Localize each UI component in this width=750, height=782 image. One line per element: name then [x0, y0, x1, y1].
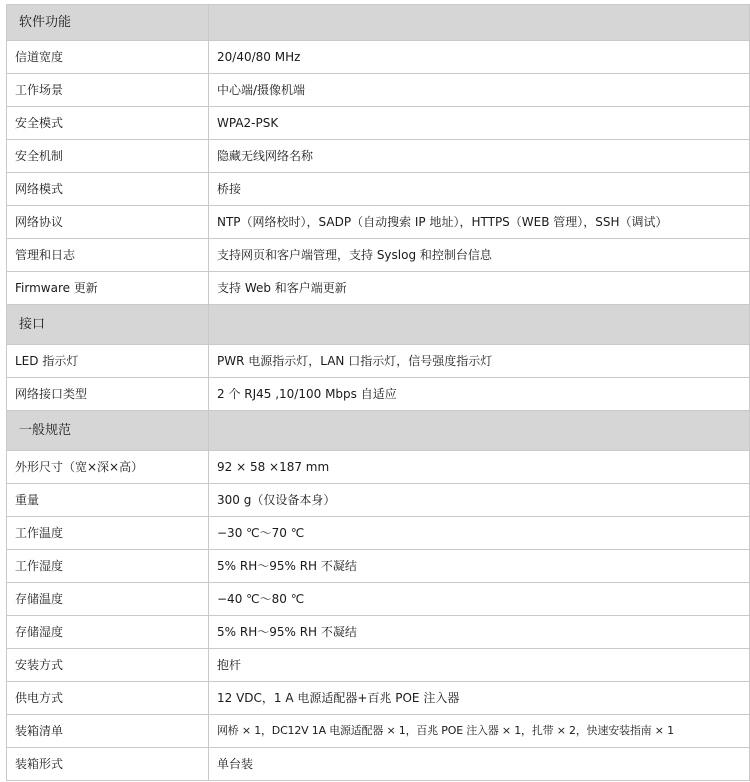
spec-key: 外形尺寸（宽×深×高）: [7, 451, 209, 484]
spec-key: 供电方式: [7, 682, 209, 715]
table-row: [7, 748, 750, 781]
spec-value: WPA2-PSK: [209, 107, 750, 140]
spec-value: −40 ℃～80 ℃: [209, 583, 750, 616]
table-row: [7, 140, 750, 173]
spec-value: 2 个 RJ45 ,10/100 Mbps 自适应: [209, 378, 750, 411]
table-row: [7, 682, 750, 715]
spec-value: 隐藏无线网络名称: [209, 140, 750, 173]
spec-table-container: [6, 4, 740, 781]
table-row: [7, 378, 750, 411]
section-title: 接口: [7, 305, 209, 345]
section-header-general: [7, 411, 750, 451]
table-row: [7, 715, 750, 748]
spec-key: 装箱形式: [7, 748, 209, 781]
spec-value: NTP（网络校时），SADP（自动搜索 IP 地址），HTTPS（WEB 管理），SSH（调试）: [209, 206, 750, 239]
table-row: [7, 272, 750, 305]
spec-value: 支持 Web 和客户端更新: [209, 272, 750, 305]
table-row: [7, 451, 750, 484]
spec-key: 安全机制: [7, 140, 209, 173]
table-row: [7, 583, 750, 616]
spec-value: 支持网页和客户端管理，支持 Syslog 和控制台信息: [209, 239, 750, 272]
section-header-interface: [7, 305, 750, 345]
spec-value: 单台装: [209, 748, 750, 781]
spec-key: 装箱清单: [7, 715, 209, 748]
spec-key: 存储湿度: [7, 616, 209, 649]
spec-value: 5% RH～95% RH 不凝结: [209, 550, 750, 583]
section-title: 一般规范: [7, 411, 209, 451]
table-row: [7, 616, 750, 649]
spec-value: 300 g（仅设备本身）: [209, 484, 750, 517]
table-row: [7, 345, 750, 378]
table-row: [7, 484, 750, 517]
table-row: [7, 107, 750, 140]
spec-value: 5% RH～95% RH 不凝结: [209, 616, 750, 649]
spec-value: 中心端/摄像机端: [209, 74, 750, 107]
section-title: 软件功能: [7, 5, 209, 41]
spec-key: 工作湿度: [7, 550, 209, 583]
table-row: [7, 41, 750, 74]
spec-key: 重量: [7, 484, 209, 517]
spec-key: 存储温度: [7, 583, 209, 616]
table-row: [7, 239, 750, 272]
spec-value: PWR 电源指示灯，LAN 口指示灯，信号强度指示灯: [209, 345, 750, 378]
spec-key: 网络协议: [7, 206, 209, 239]
spec-key: 网络接口类型: [7, 378, 209, 411]
spec-key: 安装方式: [7, 649, 209, 682]
spec-value: 92 × 58 ×187 mm: [209, 451, 750, 484]
table-row: [7, 173, 750, 206]
spec-key: 工作场景: [7, 74, 209, 107]
spec-key: 信道宽度: [7, 41, 209, 74]
section-header-software: [7, 5, 750, 41]
spec-key: 工作温度: [7, 517, 209, 550]
table-row: [7, 517, 750, 550]
spec-key: 安全模式: [7, 107, 209, 140]
spec-key: LED 指示灯: [7, 345, 209, 378]
spec-value: 桥接: [209, 173, 750, 206]
spec-value: 20/40/80 MHz: [209, 41, 750, 74]
table-row: [7, 649, 750, 682]
spec-value: 网桥 × 1，DC12V 1A 电源适配器 × 1，百兆 POE 注入器 × 1，扎带 × 2，快速安装指南 × 1: [209, 715, 750, 748]
spec-value: 12 VDC，1 A 电源适配器+百兆 POE 注入器: [209, 682, 750, 715]
table-row: [7, 206, 750, 239]
table-row: [7, 74, 750, 107]
spec-key: 网络模式: [7, 173, 209, 206]
spec-value: −30 ℃～70 ℃: [209, 517, 750, 550]
spec-value: 抱杆: [209, 649, 750, 682]
spec-table: [6, 4, 750, 781]
table-row: [7, 550, 750, 583]
spec-key: Firmware 更新: [7, 272, 209, 305]
spec-key: 管理和日志: [7, 239, 209, 272]
